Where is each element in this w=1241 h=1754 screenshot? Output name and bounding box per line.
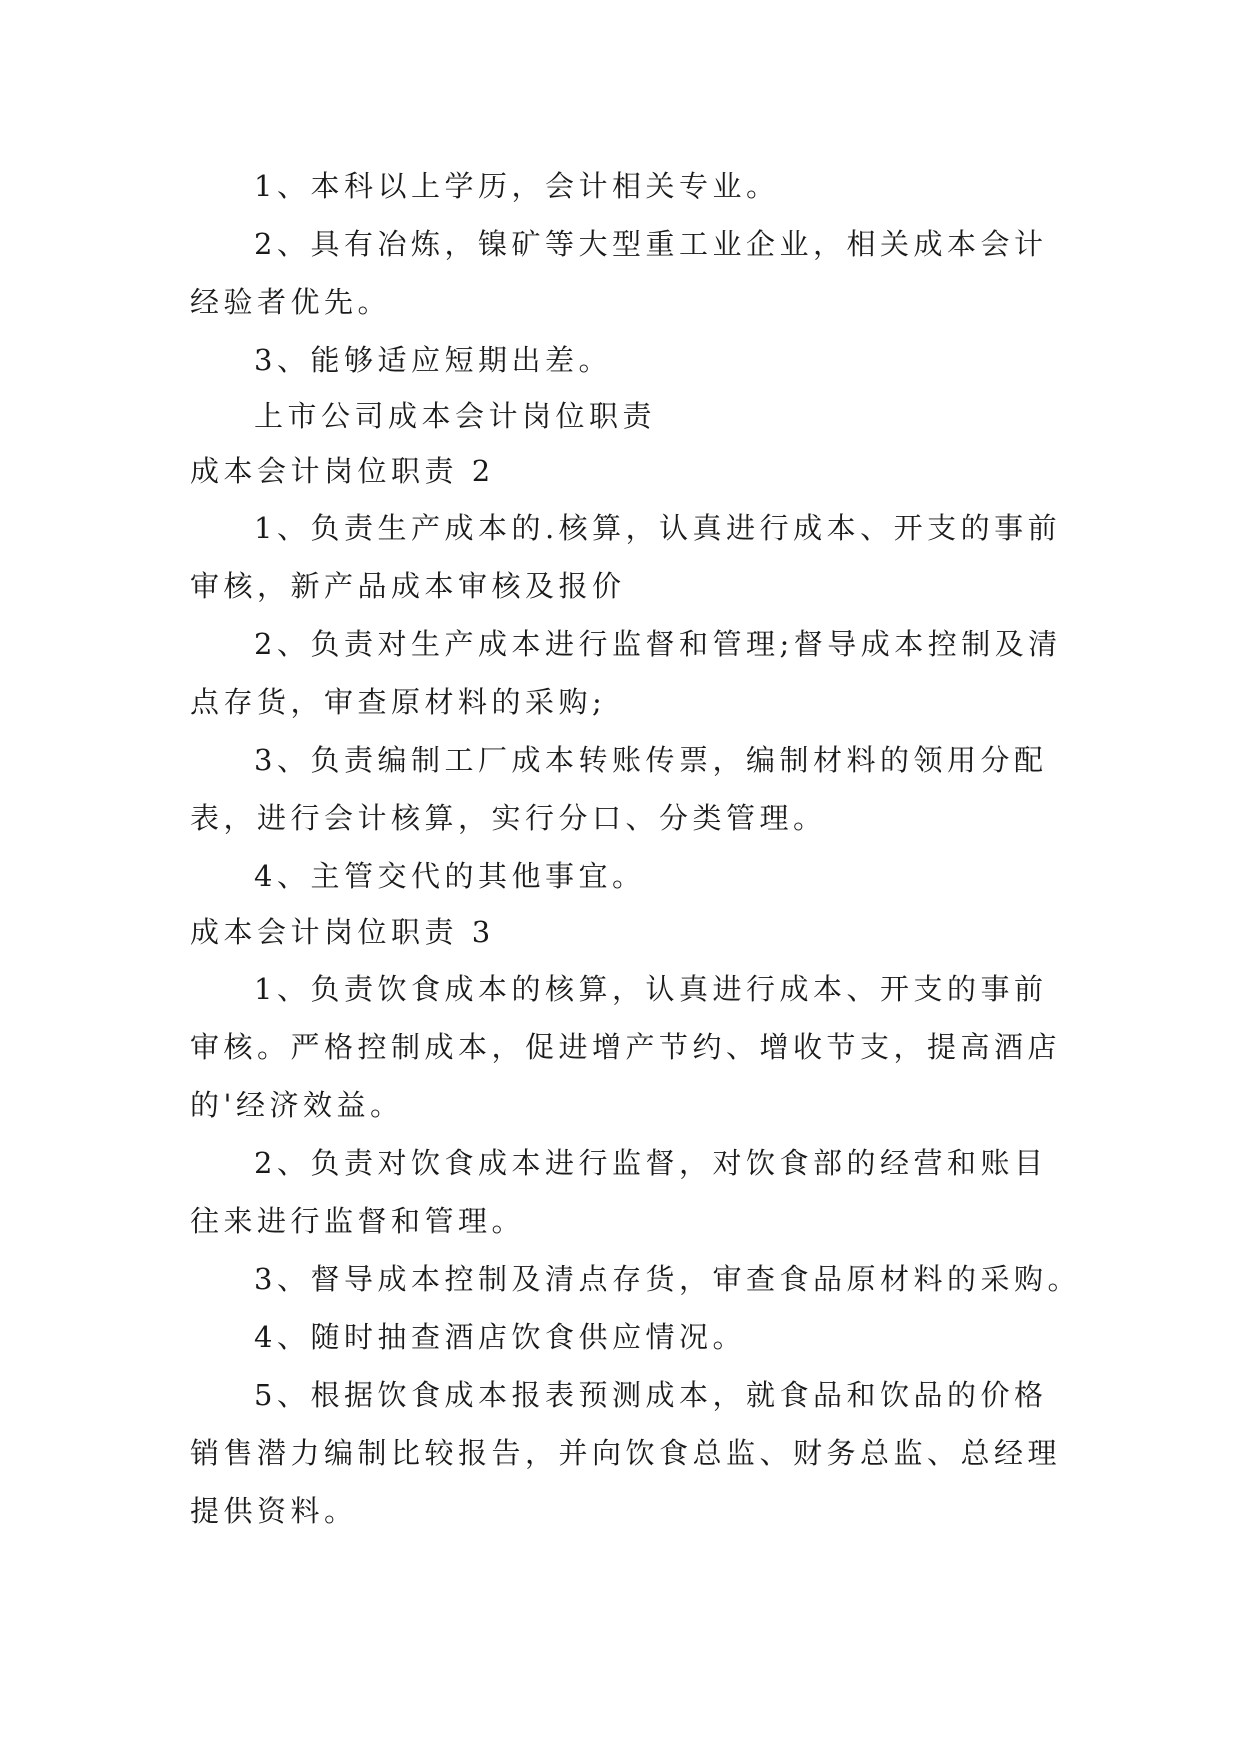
paragraph-line: 的'经济效益。 bbox=[190, 1088, 404, 1122]
section-heading: 成本会计岗位职责 3 bbox=[190, 915, 495, 949]
paragraph-line: 2、具有冶炼，镍矿等大型重工业企业，相关成本会计 bbox=[254, 227, 1048, 261]
paragraph-line: 2、负责对生产成本进行监督和管理;督导成本控制及清 bbox=[254, 627, 1062, 661]
paragraph-line: 3、督导成本控制及清点存货，审查食品原材料的采购。 bbox=[254, 1262, 1081, 1296]
paragraph-line: 提供资料。 bbox=[190, 1494, 358, 1528]
paragraph-line: 审核，新产品成本审核及报价 bbox=[190, 569, 626, 603]
paragraph-line: 4、随时抽查酒店饮食供应情况。 bbox=[254, 1320, 746, 1354]
paragraph-line: 往来进行监督和管理。 bbox=[190, 1204, 526, 1238]
paragraph-line: 1、负责生产成本的.核算，认真进行成本、开支的事前 bbox=[254, 511, 1062, 545]
paragraph-line: 4、主管交代的其他事宜。 bbox=[254, 859, 646, 893]
paragraph-line: 表，进行会计核算，实行分口、分类管理。 bbox=[190, 801, 827, 835]
paragraph-line: 审核。严格控制成本，促进增产节约、增收节支，提高酒店 bbox=[190, 1030, 1062, 1064]
paragraph-line: 经验者优先。 bbox=[190, 285, 392, 319]
document-page bbox=[190, 157, 1081, 1540]
section-heading: 成本会计岗位职责 2 bbox=[190, 454, 495, 488]
paragraph-line: 销售潜力编制比较报告，并向饮食总监、财务总监、总经理 bbox=[190, 1436, 1062, 1470]
paragraph-line: 点存货，审查原材料的采购; bbox=[190, 685, 607, 719]
paragraph-line: 3、负责编制工厂成本转账传票，编制材料的领用分配 bbox=[254, 743, 1048, 777]
paragraph-line: 2、负责对饮食成本进行监督，对饮食部的经营和账目 bbox=[254, 1146, 1048, 1180]
section-title: 上市公司成本会计岗位职责 bbox=[254, 399, 657, 433]
paragraph-line: 3、能够适应短期出差。 bbox=[254, 343, 612, 377]
paragraph-line: 1、负责饮食成本的核算，认真进行成本、开支的事前 bbox=[254, 972, 1048, 1006]
paragraph-line: 5、根据饮食成本报表预测成本，就食品和饮品的价格 bbox=[254, 1378, 1048, 1412]
paragraph-line: 1、本科以上学历，会计相关专业。 bbox=[254, 169, 780, 203]
